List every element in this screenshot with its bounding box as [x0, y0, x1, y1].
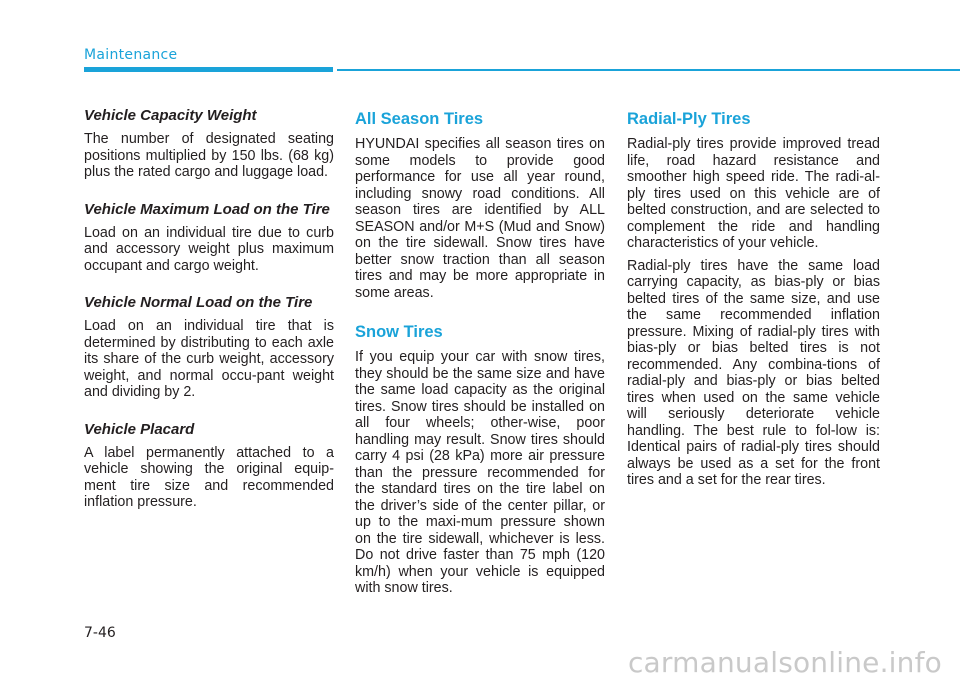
section-title: Maintenance	[84, 47, 178, 63]
subheading-capacity-weight: Vehicle Capacity Weight	[84, 107, 257, 124]
subheading-maximum-load: Vehicle Maximum Load on the Tire	[84, 200, 330, 218]
paragraph-capacity-weight: The number of designated seating positions multiplied by 150 lbs. (68 kg) plus the rated cargo and luggage load.	[84, 131, 334, 180]
paragraph-radial-ply-benefits: Radial-ply tires provide improved tread life, road hazard resistance and smoother high speed ride. The radi-al-ply tires used on this vehicle are of belted construction, and are selected to complement the ride and handling characteristics of your vehicle.	[627, 136, 880, 251]
paragraph-maximum-load: Load on an individual tire due to curb and accessory weight plus maximum occupant and cargo weight.	[84, 224, 334, 274]
column-radial-tires	[627, 108, 880, 495]
paragraph-all-season-tires: HYUNDAI specifies all season tires on some models to provide good performance for use all year round, including snowy road conditions. All season tires are identified by ALL SEASON and/or M+S (Mud and Snow) on the tire sidewall. Snow tires have better snow traction than all season tires and may be more appropriate in some areas.	[355, 136, 605, 301]
header-rule-bar	[84, 67, 333, 72]
subheading-normal-load: Vehicle Normal Load on the Tire	[84, 294, 313, 311]
paragraph-snow-tires: If you equip your car with snow tires, they should be the same size and have the same load capacity as the original tires. Snow tires should be installed on all four wheels; other-wise, poor handling may result. Snow tires should carry 4 psi (28 kPa) more air pressure than the pressure recommended for the standard tires on the tire label on the driver’s side of the center pillar, or up to the maxi-mum pressure shown on the tire sidewall, whichever is less. Do not drive faster than 75 mph (120 km/h) when your vehicle is equipped with snow tires.	[355, 349, 605, 596]
heading-snow-tires: Snow Tires	[355, 323, 443, 341]
watermark: carmanualsonline.info	[627, 646, 942, 679]
paragraph-radial-ply-mixing: Radial-ply tires have the same load carrying capacity, as bias-ply or bias belted tires of the same size, and use the same recommended inflation pressure. Mixing of radial-ply tires with bias-ply or bias belted tires is not recommended. Any combina-tions of radial-ply and bias-ply or bias belted tires when used on the same vehicle will seriously deteriorate vehicle handling. The best rule to fol-low is: Identical pairs of radial-ply tires should always be used as a set for the front tires and a set for the rear tires.	[627, 257, 880, 488]
column-definitions	[84, 108, 334, 511]
column-season-tires	[355, 108, 605, 603]
heading-radial-ply-tires: Radial-Ply Tires	[627, 110, 751, 128]
header-rule-line	[337, 69, 960, 71]
paragraph-normal-load: Load on an individual tire that is determined by distributing to each axle its share of the curb weight, accessory weight, and normal occu-pant weight and dividing by 2.	[84, 318, 334, 400]
paragraph-vehicle-placard: A label permanently attached to a vehicle showing the original equip-ment tire size and recommended inflation pressure.	[84, 444, 334, 510]
heading-all-season-tires: All Season Tires	[355, 110, 484, 128]
page-number: 7-46	[84, 625, 116, 641]
subheading-vehicle-placard: Vehicle Placard	[84, 420, 195, 438]
